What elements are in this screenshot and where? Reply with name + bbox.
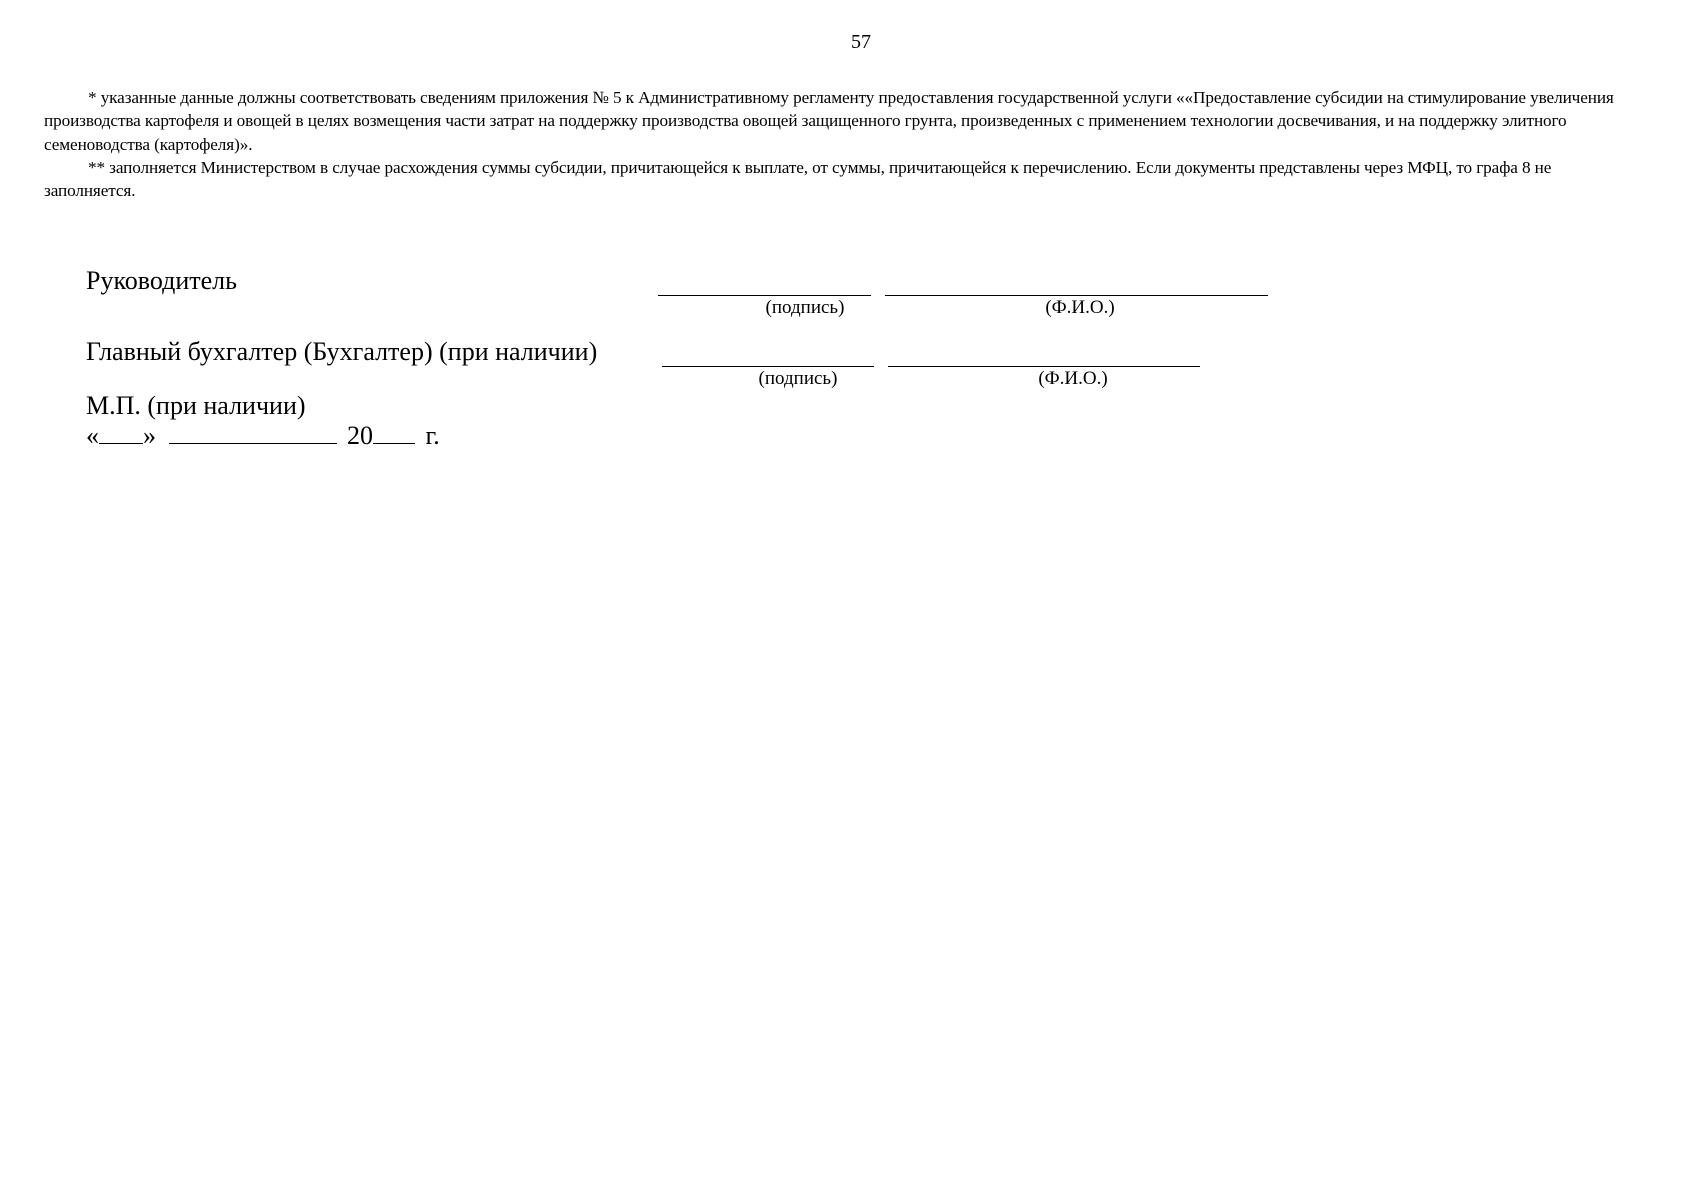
chief-accountant-name-line	[888, 366, 1200, 367]
footnotes	[44, 86, 1644, 202]
chief-accountant-signature-line	[662, 366, 874, 367]
head-label: Руководитель	[86, 266, 237, 295]
date-open-quote: «	[86, 421, 99, 450]
seal-label: М.П. (при наличии)	[86, 391, 306, 420]
year-prefix: 20	[347, 421, 373, 450]
month-blank	[169, 423, 337, 444]
footnote-double-asterisk: ** заполняется Министерством в случае расхождения суммы субсидии, причитающейся к выплате, от суммы, причитающейся к перечислению. Если документы представлены через МФЦ, то графа 8 не заполняется.	[44, 157, 1552, 201]
footnote-single-asterisk: * указанные данные должны соответствовать сведениям приложения № 5 к Административному регламенту предоставления государственной услуги ««Предоставление субсидии на стимулирование увеличения производства картофеля и овощей в целях возмещения части затрат на поддержку производства овощей защищенного грунта, произведенных с применением технологии досвечивания, и на поддержку элитного семеноводства (картофеля)».	[44, 88, 1614, 154]
head-name-caption: (Ф.И.О.)	[1045, 297, 1115, 318]
chief-accountant-label: Главный бухгалтер (Бухгалтер) (при наличии)	[86, 337, 598, 366]
chief-accountant-name-caption: (Ф.И.О.)	[1038, 368, 1108, 389]
head-signature-caption: (подпись)	[765, 297, 845, 318]
page-number: 57	[851, 31, 871, 53]
head-name-line	[885, 295, 1268, 296]
year-suffix: г.	[425, 421, 440, 450]
date-close-quote: »	[143, 421, 156, 450]
date-line	[86, 421, 440, 451]
year-blank	[373, 423, 415, 444]
day-blank	[99, 423, 143, 444]
chief-accountant-signature-caption: (подпись)	[758, 368, 838, 389]
head-signature-line	[658, 295, 871, 296]
